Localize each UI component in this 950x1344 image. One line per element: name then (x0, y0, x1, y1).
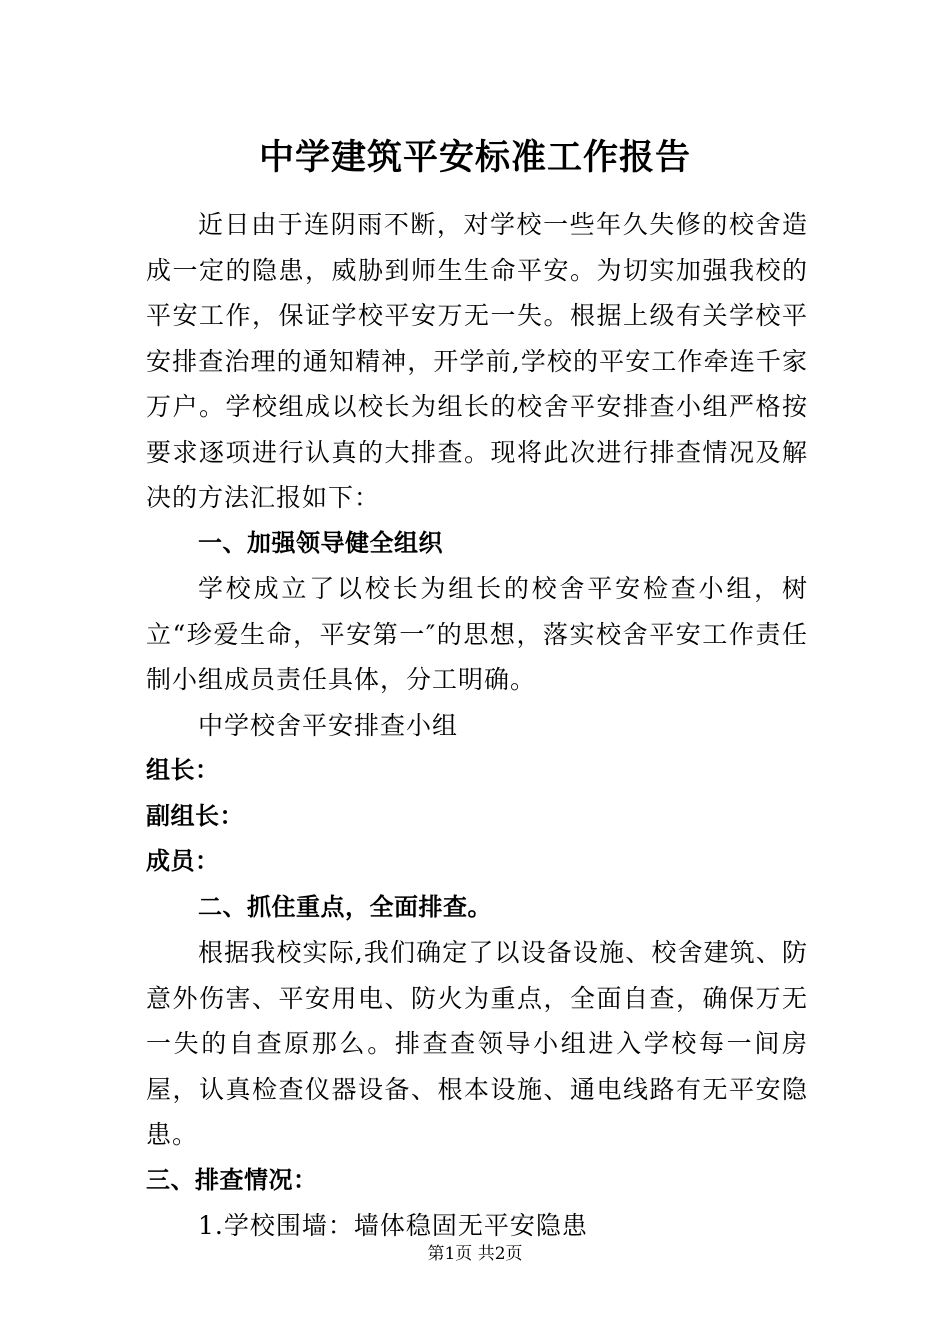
intro-paragraph: 近日由于连阴雨不断，对学校一些年久失修的校舍造成一定的隐患，威胁到师生生命平安。为切实加强我校的平安工作，保证学校平安万无一失。根据上级有关学校平安排查治理的通知精神，开学前,学校的平安工作牵连千家万户。学校组成以校长为组长的校舍平安排查小组严格按要求逐项进行认真的大排查。现将此次进行排查情况及解决的方法汇报如下： (146, 210, 808, 512)
section3-item-1: 1.学校围墙：墙体稳固无平安隐患 (198, 1211, 588, 1240)
document-body (146, 202, 808, 1249)
page-footer: 第1页 共2页 (427, 1244, 523, 1264)
deputy-leader-label: 副组长： (146, 801, 244, 830)
members-label: 成员： (146, 847, 220, 875)
document-title: 中学建筑平安标准工作报告 (258, 137, 691, 178)
section2-heading: 二、抓住重点，全面排查。 (198, 892, 492, 921)
section1-heading: 一、加强领导健全组织 (198, 528, 443, 557)
group-name: 中学校舍平安排查小组 (198, 710, 459, 740)
section3-heading: 三、排查情况： (146, 1165, 318, 1194)
leader-label: 组长： (146, 756, 220, 784)
section2-paragraph: 根据我校实际,我们确定了以设备设施、校舍建筑、防意外伤害、平安用电、防火为重点，全面自查，确保万无一失的自查原那么。排查查领导小组进入学校每一间房屋，认真检查仪器设备、根本设施、通电线路有无平安隐患。 (146, 938, 808, 1149)
section1-paragraph: 学校成立了以校长为组长的校舍平安检查小组，树立“珍爱生命，平安第一″的思想，落实校舍平安工作责任制小组成员责任具体，分工明确。 (146, 574, 808, 694)
